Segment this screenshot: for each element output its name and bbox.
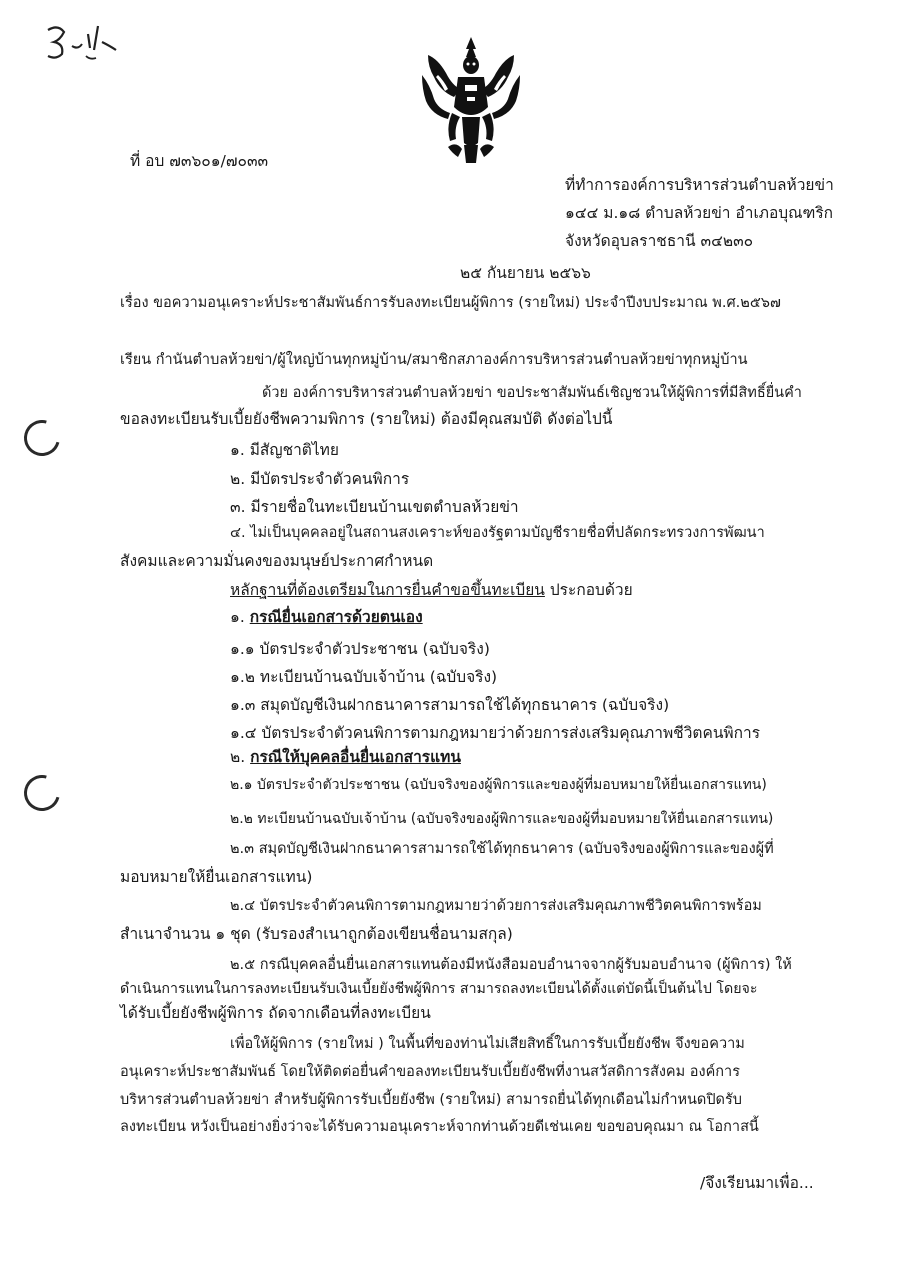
punch-hole-top (17, 413, 66, 462)
continuation-note: /จึงเรียนมาเพื่อ... (700, 1174, 814, 1192)
case-2-item-2: ๒.๒ ทะเบียนบ้านฉบับเจ้าบ้าน (ฉบับจริงของผู้พิการและของผู้ที่มอบหมายให้ยื่นเอกสารแทน) (230, 811, 774, 827)
case-2-item-5-line-3: ได้รับเบี้ยยังชีพผู้พิการ ถัดจากเดือนที่ลงทะเบียน (120, 1004, 431, 1022)
case-2-item-3-line-2: มอบหมายให้ยื่นเอกสารแทน) (120, 868, 313, 886)
garuda-emblem-icon (418, 35, 524, 167)
address-line-3: จังหวัดอุบลราชธานี ๓๔๒๓๐ (565, 232, 754, 250)
evidence-heading: หลักฐานที่ต้องเตรียมในการยื่นคำขอขึ้นทะเบียน (230, 581, 545, 599)
case-2-item-3-line-1: ๒.๓ สมุดบัญชีเงินฝากธนาคารสามารถใช้ได้ทุกธนาคาร (ฉบับจริงของผู้พิการและของผู้ที่ (230, 841, 774, 857)
case-1-heading (230, 606, 423, 628)
letter-recipient: เรียน กำนันตำบลห้วยข่า/ผู้ใหญ่บ้านทุกหมู่บ้าน/สมาชิกสภาองค์การบริหารส่วนตำบลห้วยข่าทุกหมู่บ้าน (120, 352, 748, 368)
case-2-title: กรณีให้บุคคลอื่นยื่นเอกสารแทน (250, 748, 461, 766)
body-intro-line-1: ด้วย องค์การบริหารส่วนตำบลห้วยข่า ขอประชาสัมพันธ์เชิญชวนให้ผู้พิการที่มีสิทธิ์ยื่นคำ (262, 385, 802, 401)
evidence-heading-tail: ประกอบด้วย (549, 581, 633, 599)
handwritten-mark (42, 16, 124, 64)
case-2-item-5-line-1: ๒.๕ กรณีบุคคลอื่นยื่นเอกสารแทนต้องมีหนังสือมอบอำนาจจากผู้รับมอบอำนาจ (ผู้พิการ) ให้ (230, 957, 792, 973)
case-1-item-3: ๑.๓ สมุดบัญชีเงินฝากธนาคารสามารถใช้ได้ทุกธนาคาร (ฉบับจริง) (230, 696, 670, 714)
case-2-item-4-line-2: สำเนาจำนวน ๑ ชุด (รับรองสำเนาถูกต้องเขียนชื่อนามสกุล) (120, 925, 513, 943)
case-2-item-4-line-1: ๒.๔ บัตรประจำตัวคนพิการตามกฎหมายว่าด้วยการส่งเสริมคุณภาพชีวิตคนพิการพร้อม (230, 898, 762, 914)
closing-line-2: อนุเคราะห์ประชาสัมพันธ์ โดยให้ติดต่อยื่นคำขอลงทะเบียนรับเบี้ยยังชีพที่งานสวัสดิการสังคม องค์การ (120, 1064, 740, 1080)
closing-line-3: บริหารส่วนตำบลห้วยข่า สำหรับผู้พิการรับเบี้ยยังชีพ (รายใหม่) สามารถยื่นได้ทุกเดือนไม่กำหนดปิดรับ (120, 1092, 742, 1108)
qualification-3: ๓. มีรายชื่อในทะเบียนบ้านเขตตำบลห้วยข่า (230, 498, 519, 516)
address-line-1: ที่ทำการองค์การบริหารส่วนตำบลห้วยข่า (565, 176, 834, 194)
body-intro-line-2: ขอลงทะเบียนรับเบี้ยยังชีพความพิการ (รายใหม่) ต้องมีคุณสมบัติ ดังต่อไปนี้ (120, 410, 613, 428)
case-1-item-4: ๑.๔ บัตรประจำตัวคนพิการตามกฎหมายว่าด้วยการส่งเสริมคุณภาพชีวิตคนพิการ (230, 724, 761, 742)
case-2-heading (230, 746, 461, 768)
address-line-2: ๑๔๔ ม.๑๘ ตำบลห้วยข่า อำเภอบุณฑริก (565, 204, 834, 222)
letter-subject: เรื่อง ขอความอนุเคราะห์ประชาสัมพันธ์การรับลงทะเบียนผู้พิการ (รายใหม่) ประจำปีงบประมาณ พ.ศ.๒๕๖๗ (120, 295, 781, 311)
qualification-4-line-2: สังคมและความมั่นคงของมนุษย์ประกาศกำหนด (120, 552, 434, 570)
qualification-4-line-1: ๔. ไม่เป็นบุคคลอยู่ในสถานสงเคราะห์ของรัฐตามบัญชีรายชื่อที่ปลัดกระทรวงการพัฒนา (230, 525, 765, 541)
closing-line-1: เพื่อให้ผู้พิการ (รายใหม่ ) ในพื้นที่ของท่านไม่เสียสิทธิ์ในการรับเบี้ยยังชีพ จึงขอความ (230, 1036, 745, 1052)
punch-hole-bottom (17, 768, 66, 817)
evidence-heading-row (230, 579, 633, 601)
case-1-item-2: ๑.๒ ทะเบียนบ้านฉบับเจ้าบ้าน (ฉบับจริง) (230, 668, 498, 686)
case-2-item-1: ๒.๑ บัตรประจำตัวประชาชน (ฉบับจริงของผู้พิการและของผู้ที่มอบหมายให้ยื่นเอกสารแทน) (230, 777, 767, 793)
letter-date: ๒๕ กันยายน ๒๕๖๖ (460, 264, 591, 282)
case-1-item-1: ๑.๑ บัตรประจำตัวประชาชน (ฉบับจริง) (230, 640, 490, 658)
case-2-number: ๒. (230, 748, 246, 766)
reference-number: ที่ อบ ๗๓๖๐๑/๗๐๓๓ (130, 152, 269, 170)
case-1-number: ๑. (230, 608, 245, 626)
case-2-item-5-line-2: ดำเนินการแทนในการลงทะเบียนรับเงินเบี้ยยังชีพผู้พิการ สามารถลงทะเบียนได้ตั้งแต่บัดนี้เป็นต้นไป โดยจะ (120, 981, 758, 997)
case-1-title: กรณียื่นเอกสารด้วยตนเอง (249, 608, 423, 626)
qualification-1: ๑. มีสัญชาติไทย (230, 441, 339, 459)
closing-line-4: ลงทะเบียน หวังเป็นอย่างยิ่งว่าจะได้รับความอนุเคราะห์จากท่านด้วยดีเช่นเคย ขอขอบคุณมา ณ โอกาสนี้ (120, 1119, 759, 1135)
qualification-2: ๒. มีบัตรประจำตัวคนพิการ (230, 470, 410, 488)
